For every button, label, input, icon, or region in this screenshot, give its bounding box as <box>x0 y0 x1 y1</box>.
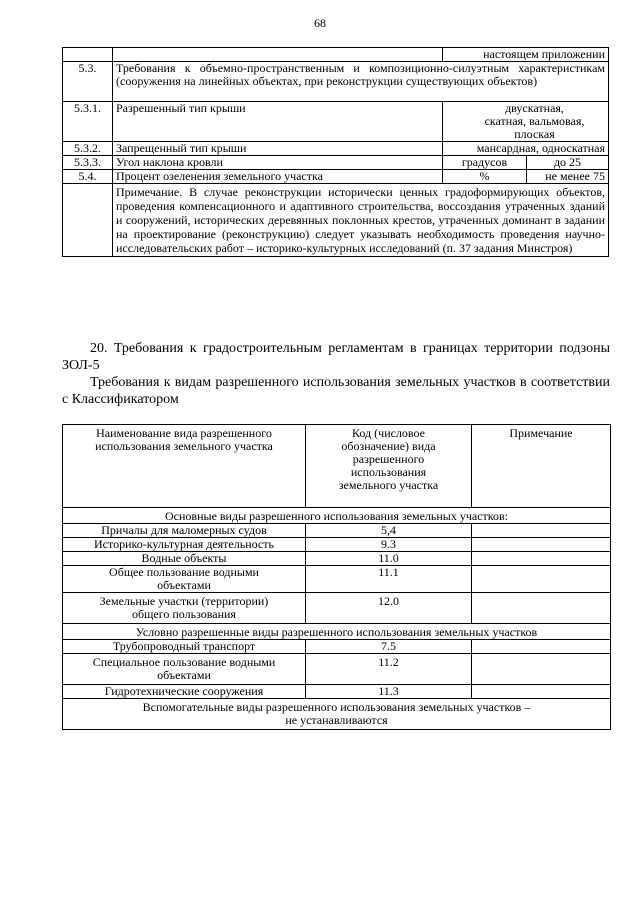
row-number: 5.4. <box>63 170 113 184</box>
use-name: Историко-культурная деятельность <box>63 538 306 552</box>
row-text: Процент озеленения земельного участка <box>113 170 443 184</box>
use-name <box>63 593 306 624</box>
value-line: двускатная, <box>505 101 564 115</box>
section-aux-title <box>63 699 611 730</box>
table-row <box>63 566 611 593</box>
section-conditional-title: Условно разрешенные виды разрешенного использования земельных участков <box>63 624 611 640</box>
section-row <box>63 508 611 524</box>
name-line: объектами <box>157 578 211 592</box>
row-unit: % <box>443 170 527 184</box>
table-row <box>63 48 609 62</box>
row-number: 5.3.2. <box>63 142 113 156</box>
use-code: 11.3 <box>306 685 472 699</box>
name-line: Специальное пользование водными <box>92 655 276 669</box>
header-line: обозначение) вида <box>341 439 436 453</box>
row-number: 5.3. <box>63 62 113 102</box>
section-row <box>63 699 611 730</box>
row-limit: не менее 75 <box>527 170 609 184</box>
use-code: 9.3 <box>306 538 472 552</box>
use-code: 12.0 <box>306 593 472 624</box>
classifier-paragraph: Требования к видам разрешенного использования земельных участков в соответствии с Классификатором <box>62 375 610 407</box>
header-line: разрешенного <box>352 452 425 466</box>
use-name: Причалы для маломерных судов <box>63 524 306 538</box>
use-code: 5,4 <box>306 524 472 538</box>
use-note <box>472 654 611 685</box>
header-line: земельного участка <box>338 478 439 492</box>
use-note <box>472 566 611 593</box>
use-code: 11.0 <box>306 552 472 566</box>
table-row <box>63 62 609 102</box>
row-text: Угол наклона кровли <box>113 156 443 170</box>
row-number: 5.3.1. <box>63 102 113 142</box>
row-number: 5.3.3. <box>63 156 113 170</box>
section-heading-paragraph: 20. Требования к градостроительным регламентам в границах территории подзоны ЗОЛ-5 <box>62 341 610 373</box>
value-line: плоская <box>514 127 555 141</box>
row-value: настоящем приложении <box>443 48 609 62</box>
row-text: Разрешенный тип крыши <box>113 102 443 142</box>
use-code: 7.5 <box>306 640 472 654</box>
use-name: Гидротехнические сооружения <box>63 685 306 699</box>
row-text: Требования к объемно-пространственным и композиционно-силуэтным характеристикам (сооружения на линейных объектах, при реконструкции существующих объектов) <box>113 62 609 102</box>
use-note <box>472 524 611 538</box>
row-number <box>63 184 113 257</box>
value-line: скатная, вальмовая, <box>484 114 585 128</box>
table-row <box>63 170 609 184</box>
table-row <box>63 593 611 624</box>
table-row <box>63 538 611 552</box>
row-value <box>443 102 609 142</box>
table-row <box>63 552 611 566</box>
use-name <box>63 566 306 593</box>
table-row <box>63 156 609 170</box>
table-row <box>63 102 609 142</box>
name-line: Земельные участки (территории) <box>99 594 269 608</box>
table-row <box>63 685 611 699</box>
name-line: общего пользования <box>132 607 236 621</box>
table-row <box>63 640 611 654</box>
section-row <box>63 624 611 640</box>
header-line: использования <box>350 465 427 479</box>
use-code: 11.1 <box>306 566 472 593</box>
page-number: 68 <box>314 16 326 30</box>
row-text: Запрещенный тип крыши <box>113 142 443 156</box>
use-note <box>472 538 611 552</box>
header-note: Примечание <box>472 425 611 508</box>
use-name <box>63 654 306 685</box>
row-limit: до 25 <box>527 156 609 170</box>
use-note <box>472 552 611 566</box>
use-name: Водные объекты <box>63 552 306 566</box>
use-name: Трубопроводный транспорт <box>63 640 306 654</box>
table-header-row <box>63 425 611 508</box>
name-line: Общее пользование водными <box>109 565 259 579</box>
header-line: Код (числовое <box>352 426 425 440</box>
section-line: Вспомогательные виды разрешенного использования земельных участков – <box>142 700 531 714</box>
row-number <box>63 48 113 62</box>
name-line: объектами <box>157 668 211 682</box>
header-code <box>306 425 472 508</box>
use-note <box>472 640 611 654</box>
section-line: не устанавливаются <box>285 713 388 727</box>
use-note <box>472 593 611 624</box>
use-note <box>472 685 611 699</box>
row-value: мансардная, односкатная <box>443 142 609 156</box>
row-unit: градусов <box>443 156 527 170</box>
table-row <box>63 142 609 156</box>
table-row <box>63 524 611 538</box>
use-code: 11.2 <box>306 654 472 685</box>
requirements-table <box>62 47 609 257</box>
section-main-title: Основные виды разрешенного использования земельных участков: <box>63 508 611 524</box>
table-row <box>63 184 609 257</box>
header-name: Наименование вида разрешенного использования земельного участка <box>63 425 306 508</box>
table-row <box>63 654 611 685</box>
note-text: Примечание. В случае реконструкции исторически ценных градоформирующих объектов, проведения компенсационного и адаптивного строительства, воссоздания утраченных зданий и сооружений, исторических деревянных поклонных крестов, утраченных доминант в задании на проектирование (реконструкцию) следует указывать необходимость проведения научно-исследовательских работ – историко-культурных исследований (п. 37 задания Минстроя) <box>113 184 609 257</box>
land-use-table <box>62 424 611 730</box>
row-text <box>113 48 443 62</box>
